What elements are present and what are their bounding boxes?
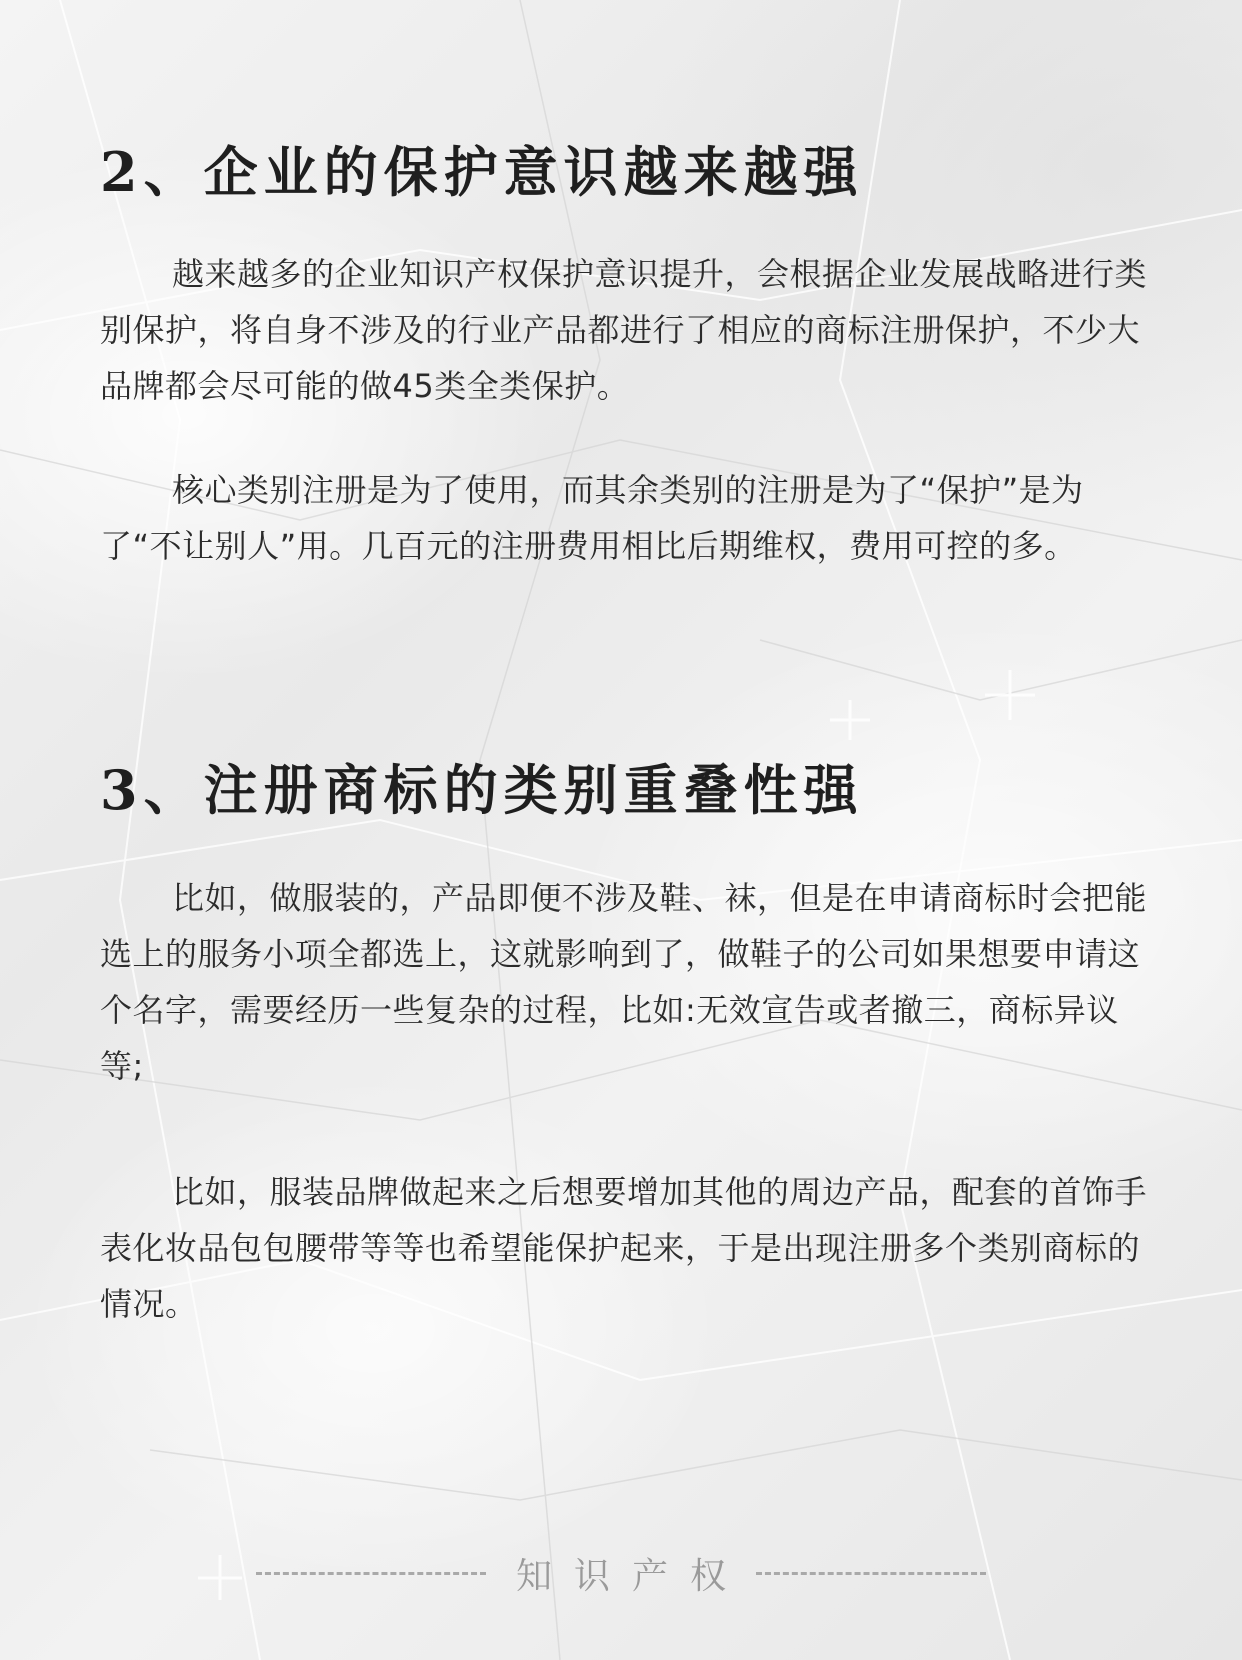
section2-paragraph-2: 核心类别注册是为了使用，而其余类别的注册是为了“保护”是为了“不让别人”用。几百元的注册费用相比后期维权，费用可控的多。 [100,471,1084,565]
footer-dash-right [756,1572,986,1575]
footer [0,1548,1242,1598]
section3-paragraph-2: 比如，服装品牌做起来之后想要增加其他的周边产品，配套的首饰手表化妆品包包腰带等等也希望能保护起来，于是出现注册多个类别商标的情况。 [100,1173,1148,1323]
footer-label: 知识产权 [515,1555,748,1597]
section2-heading: 2、企业的保护意识越来越强 [100,140,864,204]
section3-paragraph-1: 比如，做服装的，产品即便不涉及鞋、袜，但是在申请商标时会把能选上的服务小项全都选上，这就影响到了，做鞋子的公司如果想要申请这个名字，需要经历一些复杂的过程，比如:无效宣告或者撤三，商标异议等; [100,879,1148,1085]
section3-heading: 3、注册商标的类别重叠性强 [100,758,864,822]
section2-paragraph-1: 越来越多的企业知识产权保护意识提升，会根据企业发展战略进行类别保护，将自身不涉及的行业产品都进行了相应的商标注册保护，不少大品牌都会尽可能的做45类全类保护。 [100,255,1148,405]
footer-dash-left [256,1572,486,1575]
